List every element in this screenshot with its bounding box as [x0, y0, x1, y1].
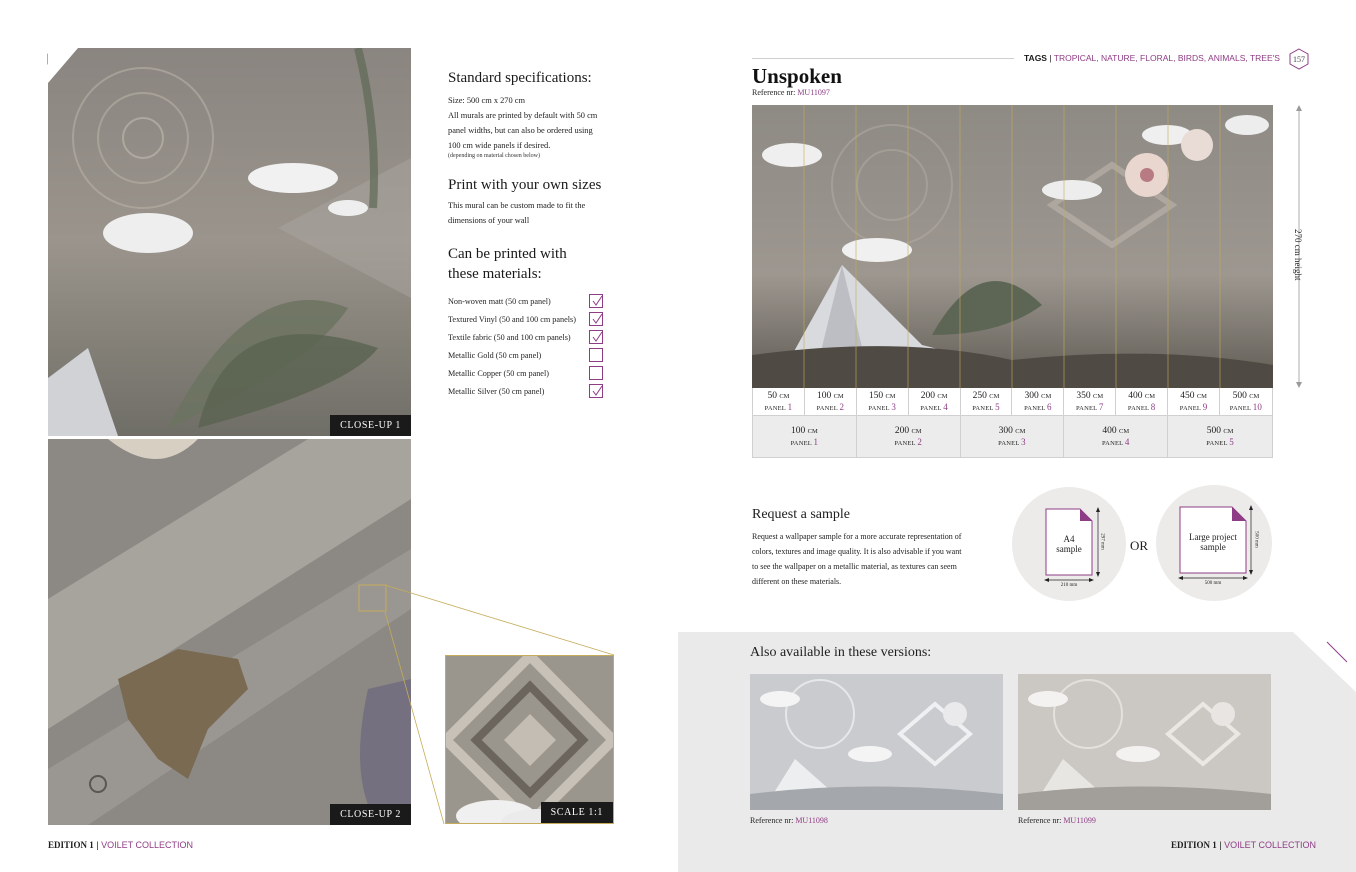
- page-number: 157: [1293, 54, 1305, 64]
- panel-size: 100: [816, 391, 832, 401]
- closeup-2-image: [48, 439, 411, 825]
- material-item: [448, 292, 603, 310]
- material-item: [448, 364, 603, 382]
- panel-unit: CM: [1015, 428, 1026, 435]
- panel-word: PANEL: [972, 405, 994, 412]
- reference-prefix: Reference nr:: [752, 88, 798, 97]
- closeup-1-image: [48, 48, 411, 436]
- panel-unit: CM: [989, 393, 1000, 400]
- material-label: Non-woven matt (50 cm panel): [448, 296, 551, 306]
- panel-unit: CM: [1041, 393, 1052, 400]
- panel-cell: [1168, 416, 1272, 457]
- version-image[interactable]: [1018, 674, 1271, 810]
- sample-heading: Request a sample: [752, 507, 850, 522]
- panel-cell: [1012, 388, 1064, 415]
- sample-text: colors, textures and image quality. It is also advisable if you want: [752, 547, 962, 556]
- specifications-heading: Standard specifications:: [448, 70, 592, 86]
- panel-unit: CM: [1119, 428, 1130, 435]
- spec-size: Size: 500 cm x 270 cm: [448, 96, 525, 105]
- materials-list: [448, 292, 603, 400]
- material-label: Textured Vinyl (50 and 100 cm panels): [448, 314, 576, 324]
- panel-size: 450: [1180, 391, 1195, 401]
- product-reference: [752, 88, 830, 97]
- panel-number: 7: [1098, 402, 1104, 412]
- panel-cell: [1064, 388, 1116, 415]
- material-label: Metallic Silver (50 cm panel): [448, 386, 545, 396]
- panel-unit: CM: [1223, 428, 1234, 435]
- closeup-2-label: CLOSE-UP 2: [330, 804, 411, 825]
- corner-accent-icon: [1325, 640, 1349, 664]
- panel-cell: [753, 416, 857, 457]
- product-title: Unspoken: [752, 64, 842, 88]
- panel-number: 1: [813, 437, 819, 447]
- panel-unit: CM: [1093, 393, 1104, 400]
- panel-unit: CM: [937, 393, 948, 400]
- footer-separator: |: [93, 840, 102, 850]
- material-label: Textile fabric (50 and 100 cm panels): [448, 332, 571, 342]
- sample-text: different on these materials.: [752, 577, 842, 586]
- panel-size: 200: [920, 391, 935, 401]
- material-item: [448, 382, 603, 400]
- panel-size: 150: [868, 391, 884, 401]
- panel-word: PANEL: [1229, 405, 1251, 412]
- panel-word: PANEL: [998, 440, 1020, 447]
- panel-word: PANEL: [1024, 405, 1046, 412]
- panel-cell: [753, 388, 805, 415]
- or-separator: OR: [1130, 538, 1149, 553]
- a4-height-label: 297 mm: [1099, 533, 1105, 550]
- reference-code[interactable]: MU11099: [1063, 816, 1096, 825]
- materials-heading: [448, 244, 613, 284]
- tags-separator: |: [1046, 53, 1054, 63]
- panel-size: 300: [1024, 391, 1039, 401]
- height-label: 270 cm height: [1293, 229, 1303, 281]
- panel-number: 6: [1047, 402, 1052, 412]
- large-label: [1180, 532, 1246, 552]
- panel-number: 2: [839, 402, 845, 412]
- panel-cell: [805, 388, 857, 415]
- panel-word: PANEL: [1127, 405, 1149, 412]
- a4-label: [1046, 534, 1092, 554]
- custom-size-text: This mural can be custom made to fit the: [448, 201, 586, 210]
- panel-word: PANEL: [894, 440, 916, 447]
- panel-unit: CM: [885, 393, 896, 400]
- material-checkbox[interactable]: [589, 294, 603, 308]
- panel-number: 8: [1150, 402, 1156, 412]
- panel-unit: CM: [911, 428, 922, 435]
- panel-size: 50: [767, 391, 777, 401]
- panel-number: 3: [1021, 437, 1026, 447]
- panel-word: PANEL: [816, 405, 838, 412]
- tags-label: TAGS: [1024, 53, 1047, 63]
- footer-collection: VOILET COLLECTION: [1224, 840, 1316, 850]
- reference-prefix: Reference nr:: [750, 816, 796, 825]
- material-checkbox[interactable]: [589, 312, 603, 326]
- materials-heading-line: these materials:: [448, 266, 542, 282]
- spec-note: (depending on material chosen below): [448, 153, 540, 159]
- panel-word: PANEL: [764, 405, 786, 412]
- panel-word: PANEL: [1101, 440, 1124, 447]
- scale-image: [445, 655, 614, 824]
- panel-size: 300: [998, 426, 1013, 436]
- panel-number: 4: [943, 402, 948, 412]
- panel-cell: [961, 416, 1065, 457]
- footer-collection: VOILET COLLECTION: [101, 840, 193, 850]
- panel-cell: [857, 388, 909, 415]
- large-height-label: 500 mm: [1253, 531, 1259, 548]
- footer-edition: EDITION 1: [48, 840, 94, 850]
- material-checkbox[interactable]: [589, 366, 603, 380]
- sample-text: to see the wallpaper on a metallic material, as textures can seem: [752, 562, 957, 571]
- version-reference: [1018, 816, 1096, 825]
- sample-request-block: [752, 507, 992, 589]
- sample-text: Request a wallpaper sample for a more accurate representation of: [752, 532, 962, 541]
- panel-unit: CM: [833, 393, 844, 400]
- right-footer: [1171, 840, 1316, 850]
- reference-code[interactable]: MU11098: [795, 816, 828, 825]
- panel-number: 5: [1229, 437, 1234, 447]
- version-reference: [750, 816, 828, 825]
- versions-heading: Also available in these versions:: [750, 645, 932, 660]
- reference-prefix: Reference nr:: [1018, 816, 1064, 825]
- tags-line: [1024, 53, 1280, 63]
- material-checkbox[interactable]: [589, 348, 603, 362]
- large-width-label: 500 mm: [1204, 581, 1222, 586]
- header-rule: [752, 58, 1014, 59]
- panel-size: 500: [1206, 426, 1221, 436]
- material-item: [448, 328, 603, 346]
- spec-line: 100 cm wide panels if desired.: [448, 141, 551, 150]
- panel-number: 4: [1124, 437, 1130, 447]
- panel-word: PANEL: [920, 405, 942, 412]
- panel-size: 400: [1128, 391, 1143, 401]
- panel-size: 400: [1102, 426, 1117, 436]
- large-sample-option[interactable]: [1156, 485, 1272, 601]
- tags-list[interactable]: TROPICAL, NATURE, FLORAL, BIRDS, ANIMALS, TREE'S: [1053, 53, 1280, 63]
- version-image[interactable]: [750, 674, 1003, 810]
- panel-cell: [909, 388, 961, 415]
- material-item: [448, 346, 603, 364]
- a4-width-label: 210 mm: [1060, 583, 1078, 588]
- footer-edition: EDITION 1: [1171, 840, 1217, 850]
- panel-size: 250: [972, 391, 987, 401]
- panel-unit: CM: [807, 428, 818, 435]
- spec-line: All murals are printed by default with 50 cm: [448, 111, 598, 120]
- panel-cell: [1064, 416, 1168, 457]
- panel-number: 9: [1202, 402, 1208, 412]
- panel-unit: CM: [1144, 393, 1156, 400]
- panel-number: 10: [1252, 402, 1263, 412]
- material-item: [448, 310, 603, 328]
- footer-separator: |: [1216, 840, 1225, 850]
- panel-cell: [1168, 388, 1220, 415]
- panel-unit: CM: [779, 393, 790, 400]
- material-checkbox[interactable]: [589, 330, 603, 344]
- panel-cell: [1220, 388, 1272, 415]
- panel-word: PANEL: [1206, 440, 1228, 447]
- left-footer: [48, 840, 193, 850]
- panel-size: 100: [791, 426, 806, 436]
- panel-word: PANEL: [1075, 405, 1098, 412]
- panel-size: 200: [894, 426, 910, 436]
- a4-label-line: A4: [1063, 534, 1075, 544]
- panel-cell: [857, 416, 961, 457]
- panel-size: 350: [1076, 391, 1091, 401]
- custom-size-text: dimensions of your wall: [448, 216, 530, 225]
- panel-row-100cm: [752, 416, 1273, 458]
- panel-row-50cm: [752, 388, 1273, 416]
- panel-cell: [961, 388, 1013, 415]
- panel-number: 3: [891, 402, 897, 412]
- mural-main-image: [752, 105, 1273, 388]
- panel-word: PANEL: [790, 440, 812, 447]
- large-label-line: Large project: [1188, 532, 1238, 542]
- panel-size: 500: [1232, 391, 1247, 401]
- closeup-1-label: CLOSE-UP 1: [330, 415, 411, 436]
- specifications-block: [448, 70, 613, 284]
- material-label: Metallic Copper (50 cm panel): [448, 368, 549, 378]
- scale-label: SCALE 1:1: [541, 802, 613, 823]
- a4-label-line: sample: [1056, 544, 1082, 554]
- spec-line: panel widths, but can also be ordered using: [448, 126, 593, 135]
- large-label-line: sample: [1200, 542, 1226, 552]
- panel-unit: CM: [1196, 393, 1207, 400]
- panel-number: 1: [787, 402, 793, 412]
- material-label: Metallic Gold (50 cm panel): [448, 350, 542, 360]
- custom-size-heading: Print with your own sizes: [448, 177, 602, 193]
- panel-cell: [1116, 388, 1168, 415]
- material-checkbox[interactable]: [589, 384, 603, 398]
- page-number-badge: [1289, 48, 1309, 70]
- panel-word: PANEL: [868, 405, 890, 412]
- panel-number: 2: [917, 437, 923, 447]
- panel-number: 5: [995, 402, 1000, 412]
- a4-sample-option[interactable]: [1012, 487, 1126, 601]
- materials-heading-line: Can be printed with: [448, 246, 567, 262]
- reference-code: MU11097: [797, 88, 830, 97]
- panel-unit: CM: [1249, 393, 1260, 400]
- panel-word: PANEL: [1179, 405, 1201, 412]
